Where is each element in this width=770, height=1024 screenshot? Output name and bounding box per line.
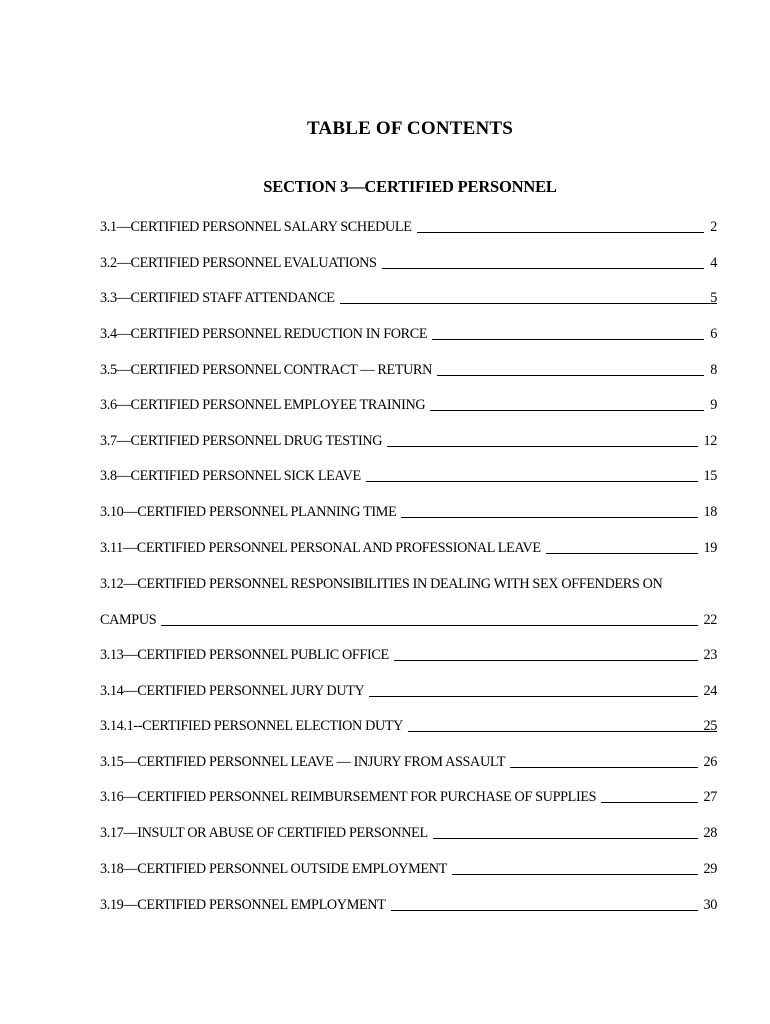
toc-leader-line bbox=[546, 553, 698, 554]
page-title: TABLE OF CONTENTS bbox=[306, 118, 514, 139]
toc-entry[interactable] bbox=[100, 217, 717, 237]
toc-entry-label: 3.17—INSULT OR ABUSE OF CERTIFIED PERSONNEL bbox=[100, 825, 428, 841]
toc-entry-page-number: 25 bbox=[703, 718, 717, 734]
toc-entry-label: 3.18—CERTIFIED PERSONNEL OUTSIDE EMPLOYMENT bbox=[100, 861, 447, 877]
toc-entry-label: 3.13—CERTIFIED PERSONNEL PUBLIC OFFICE bbox=[100, 647, 389, 663]
toc-leader-line bbox=[430, 410, 704, 411]
toc-entry-page-number: 19 bbox=[703, 540, 717, 556]
toc-entry-label: 3.11—CERTIFIED PERSONNEL PERSONAL AND PROFESSIONAL LEAVE bbox=[100, 540, 541, 556]
toc-entry-label: 3.16—CERTIFIED PERSONNEL REIMBURSEMENT FOR PURCHASE OF SUPPLIES bbox=[100, 789, 597, 805]
toc-leader-line bbox=[437, 375, 704, 376]
toc-leader-line bbox=[601, 802, 697, 803]
toc-entry[interactable] bbox=[100, 895, 717, 915]
toc-leader-line bbox=[340, 303, 711, 304]
toc-entry-page-number: 4 bbox=[710, 255, 717, 271]
toc-entry-label: 3.1—CERTIFIED PERSONNEL SALARY SCHEDULE bbox=[100, 219, 412, 235]
toc-entry[interactable] bbox=[100, 645, 717, 665]
toc-entry-page-number: 8 bbox=[710, 362, 717, 378]
toc-entry[interactable] bbox=[100, 253, 717, 273]
toc-entry[interactable] bbox=[100, 752, 717, 772]
toc-entry[interactable] bbox=[100, 395, 717, 415]
toc-entry-label: 3.10—CERTIFIED PERSONNEL PLANNING TIME bbox=[100, 504, 397, 520]
toc-entry-label: 3.14.1--CERTIFIED PERSONNEL ELECTION DUTY bbox=[100, 718, 404, 734]
toc-entry[interactable] bbox=[100, 574, 717, 594]
toc-entry[interactable] bbox=[100, 502, 717, 522]
toc-entry-label: 3.15—CERTIFIED PERSONNEL LEAVE — INJURY FROM ASSAULT bbox=[100, 754, 506, 770]
toc-leader-line bbox=[391, 910, 698, 911]
toc-entry-page-number: 12 bbox=[703, 433, 717, 449]
toc-leader-line bbox=[387, 446, 697, 447]
toc-entry-page-number: 22 bbox=[703, 612, 717, 628]
toc-leader-line bbox=[161, 625, 697, 626]
toc-entry-label: 3.2—CERTIFIED PERSONNEL EVALUATIONS bbox=[100, 255, 377, 271]
toc-entry-page-number: 9 bbox=[710, 397, 717, 413]
toc-leader-line bbox=[510, 767, 697, 768]
toc-leader-line bbox=[417, 232, 705, 233]
toc-entry[interactable] bbox=[100, 324, 717, 344]
toc-entry[interactable] bbox=[100, 288, 717, 308]
toc-entry[interactable] bbox=[100, 787, 717, 807]
toc-entry-page-number: 2 bbox=[710, 219, 717, 235]
toc-entry-page-number: 30 bbox=[703, 897, 717, 913]
toc-entry-label: 3.5—CERTIFIED PERSONNEL CONTRACT — RETURN bbox=[100, 362, 433, 378]
toc-entry-page-number: 26 bbox=[703, 754, 717, 770]
toc-entry-page-number: 27 bbox=[703, 789, 717, 805]
toc-entry-page-number: 28 bbox=[703, 825, 717, 841]
toc-entry-page-number: 15 bbox=[703, 468, 717, 484]
toc-entry[interactable] bbox=[100, 859, 717, 879]
toc-entry-page-number: 23 bbox=[703, 647, 717, 663]
toc-entry-label: 3.14—CERTIFIED PERSONNEL JURY DUTY bbox=[100, 683, 365, 699]
toc-entry-label: 3.19—CERTIFIED PERSONNEL EMPLOYMENT bbox=[100, 897, 386, 913]
toc-leader-line bbox=[433, 838, 698, 839]
section-heading: SECTION 3—CERTIFIED PERSONNEL bbox=[263, 177, 557, 196]
toc-entry[interactable] bbox=[100, 466, 717, 486]
toc-entry-label: CAMPUS bbox=[100, 612, 157, 628]
toc-entry[interactable] bbox=[100, 823, 717, 843]
toc-leader-line bbox=[452, 874, 698, 875]
toc-leader-line bbox=[401, 517, 697, 518]
toc-entry-page-number: 18 bbox=[703, 504, 717, 520]
toc-entry[interactable] bbox=[100, 431, 717, 451]
toc-leader-line bbox=[394, 660, 698, 661]
toc-entry-label: 3.3—CERTIFIED STAFF ATTENDANCE bbox=[100, 290, 335, 306]
toc-entry[interactable] bbox=[100, 610, 717, 630]
toc-entry-page-number: 5 bbox=[710, 290, 717, 306]
toc-entry-label: 3.7—CERTIFIED PERSONNEL DRUG TESTING bbox=[100, 433, 383, 449]
toc-entry[interactable] bbox=[100, 681, 717, 701]
toc-entry-page-number: 29 bbox=[703, 861, 717, 877]
toc-leader-line bbox=[382, 268, 705, 269]
toc-entry-label: 3.4—CERTIFIED PERSONNEL REDUCTION IN FORCE bbox=[100, 326, 428, 342]
toc-entry-page-number: 24 bbox=[703, 683, 717, 699]
toc-entry[interactable] bbox=[100, 716, 717, 736]
toc-leader-line bbox=[366, 481, 698, 482]
toc-leader-line bbox=[408, 731, 703, 732]
toc-entry[interactable] bbox=[100, 538, 717, 558]
toc-entry[interactable] bbox=[100, 360, 717, 380]
toc-entry-label: 3.12—CERTIFIED PERSONNEL RESPONSIBILITIES IN DEALING WITH SEX OFFENDERS ON bbox=[100, 576, 663, 592]
toc-leader-line bbox=[432, 339, 704, 340]
toc-entry-label: 3.6—CERTIFIED PERSONNEL EMPLOYEE TRAINING bbox=[100, 397, 426, 413]
toc-leader-line bbox=[369, 696, 697, 697]
toc-entry-label: 3.8—CERTIFIED PERSONNEL SICK LEAVE bbox=[100, 468, 361, 484]
toc-entry-page-number: 6 bbox=[710, 326, 717, 342]
